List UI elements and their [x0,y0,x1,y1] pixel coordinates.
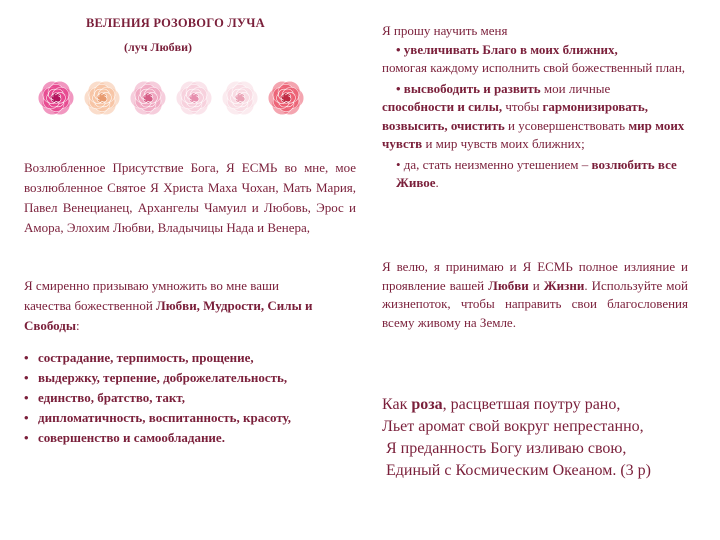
list-item: • сострадание, терпимость, прощение, [24,348,291,368]
bullet-3-end: . [435,175,439,190]
list-item: • совершенство и самообладание. [24,428,291,448]
invocation-paragraph: Возлюбленное Присутствие Бога, Я ЕСМЬ во мне, мое возлюбленное Святое Я Христа Маха Чохан, Мать Мария, Павел Венецианец, Архангелы Чамуил и Любовь, Эрос и Амора, Элохим Любви, Владычицы Нада и Венера, [24,160,356,235]
bullet-3-text: • да, стать неизменно утешением – [396,156,592,172]
page-title: ВЕЛЕНИЯ РОЗОВОГО ЛУЧА [86,16,265,30]
rose-magenta-icon [36,78,76,118]
rose-red-icon [266,78,306,118]
poem-line-4: Единый с Космическим Океаном. (3 р) [386,462,651,479]
rose-pale-icon [220,78,260,118]
bullet-2-bold-3: гармонизировать, возвысить, очистить [382,99,648,133]
bullet-1-bold: • увеличивать Благо в моих ближних, [396,41,618,57]
bullet-2-text: мои личные [540,80,611,96]
page-subtitle: (луч Любви) [124,40,192,54]
bullet-1-rest: помогая каждому исполнить свой божественный план, [382,60,686,75]
bullet-2-text-2: чтобы [502,99,543,114]
decree-text: Я велю, я принимаю и Я ЕСМЬ полное излияние и проявление вашей [382,259,688,293]
decree-and: и [528,277,544,293]
rose-pink-icon [128,78,168,118]
rose-poem [382,394,692,482]
bullet-2-bold: • высвободить и развить [396,80,541,96]
decree-life: Жизни [543,277,585,293]
prayer-block [382,22,688,193]
bullet-2-text-3: и усовершенствовать [504,117,629,133]
request-qualities: Любви, Мудрости, Силы и Свободы [24,298,313,333]
prayer-intro: Я прошу научить меня [382,23,508,38]
list-item: • дипломатичность, воспитанность, красоту, [24,408,291,428]
decree-love: Любви [488,277,529,293]
rose-peach-icon [82,78,122,118]
rose-light-pink-icon [174,78,214,118]
poem-line-2: Льет аромат свой вокруг непрестанно, [382,418,644,435]
decree-paragraph [382,258,688,332]
bullet-2-text-4: и мир чувств моих ближних; [422,136,585,151]
virtues-list [24,348,291,448]
bullet-3-bold: возлюбить все Живое [396,156,677,190]
request-colon: : [76,318,80,333]
request-text: Я смиренно призываю умножить во мне ваши качества божественной [24,278,279,313]
bullet-2-bold-4: мир моих чувств [382,117,685,151]
rose-row [36,78,306,118]
list-item: • выдержку, терпение, доброжелательность, [24,368,291,388]
decree-end: . Используйте мой жизнепоток, чтобы направить свои благословения всему живому на Земле. [382,277,688,330]
poem-line-1-end: , расцветшая поутру рано, [442,396,621,413]
bullet-2-bold-2: способности и силы, [382,99,503,114]
list-item: • единство, братство, такт, [24,388,291,408]
request-paragraph [24,276,324,336]
poem-rose-word: роза [411,396,443,413]
poem-line-1-start: Как [382,396,412,413]
poem-line-3: Я преданность Богу изливаю свою, [386,440,627,457]
